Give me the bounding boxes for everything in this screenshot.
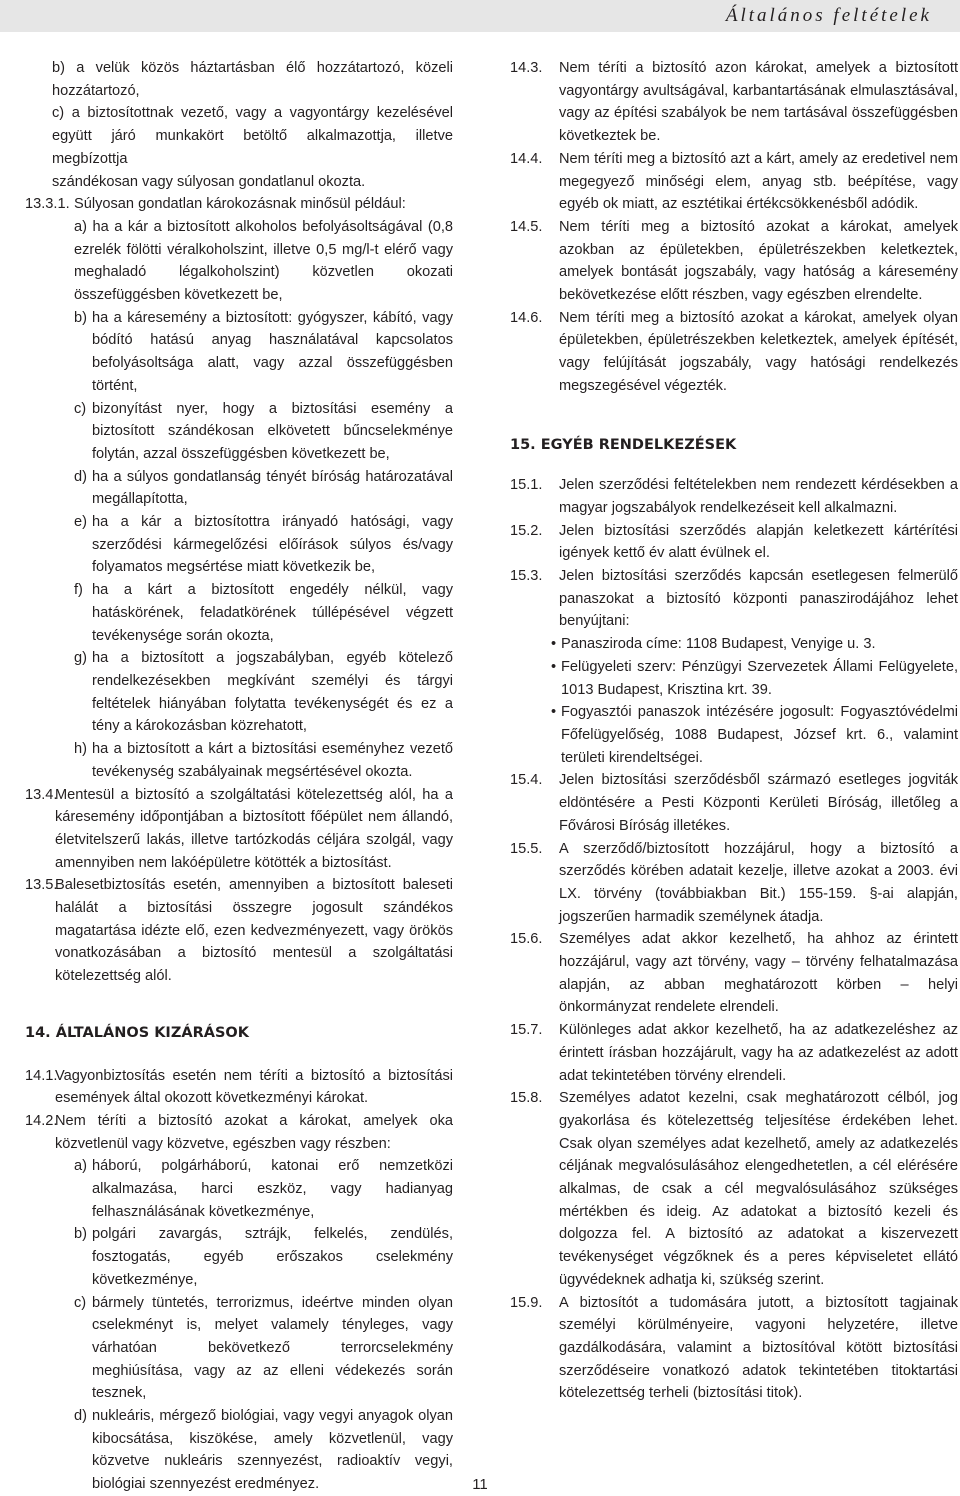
list-item-b	[25, 1223, 453, 1291]
section-15-4	[510, 769, 958, 837]
heading-15: 15. EGYÉB RENDELKEZÉSEK	[510, 436, 737, 453]
item-label: b)	[74, 1226, 87, 1243]
section-text: Balesetbiztosítás esetén, amennyiben a biztosított baleseti halálát a biztosítási összegre jogosult szándékos magatartása idézte elő, ezen kedvezményezett, vagy örökös vonatkozásában a biztosító mentesül a szolgáltatási kötelezettség alól.	[55, 877, 453, 985]
page-number: 11	[472, 1476, 488, 1493]
section-13-3-1-intro	[25, 193, 453, 216]
list-item-c	[25, 1292, 453, 1406]
item-text: ha a kárt a biztosított engedély nélkül, vagy hatáskörének, feladatkörének túllépésével végzett tevékenysége során okozta,	[92, 582, 453, 644]
item-label: a)	[74, 1158, 87, 1175]
list-item-a	[25, 216, 453, 307]
bullet-text: Fogyasztói panaszok intézésére jogosult: Fogyasztóvédelmi Főfelügyelőség, 1088 Budapest, József krt. 6., valamint területi kirendeltségei.	[561, 704, 958, 766]
section-text: Mentesül a biztosító a szolgáltatási kötelezettség alól, ha a káresemény időpontjában a biztosított főépület nem állandó, életvitelszerű lakás, illetve tartózkodás céljára szolgál, vagy amennyiben nem lakóépületre kötötték a biztosítást.	[55, 786, 453, 871]
item-text: bizonyítást nyer, hogy a biztosítási esemény a biztosított szándékosan elkövetett bűncselekménye folytán, azzal összefüggésben következett be,	[92, 400, 453, 462]
section-15-3	[510, 565, 958, 769]
section-14-4	[510, 148, 958, 216]
continued-item-b: b) a velük közös háztartásban élő hozzátartozó, közeli hozzátartozó,	[52, 60, 453, 99]
section-number: 13.4.	[25, 786, 58, 803]
section-number: 13.5.	[25, 877, 58, 894]
section-number: 15.3.	[510, 568, 543, 585]
section-text: A biztosítót a tudomására jutott, a biztosított tagjainak személyi körülményeire, vagyoni helyzetére, illetve gazdálkodására, valamint a biztosítóval kötött biztosítási szerződéseire vonatkozó adatok tekintetében titoktartási kötelezettség terheli (biztosítási titok).	[559, 1294, 958, 1402]
bullet-item	[510, 701, 958, 769]
item-text: ha a kár a biztosított alkoholos befolyásoltságával (0,8 ezrelék fölötti véralkoholszint, illetve 0,5 mg/l-t elérő vagy meghaladó légalkoholszint) közvetlen okozati összefüggésben következett be,	[74, 218, 453, 304]
section-number: 13.3.1.	[25, 196, 70, 213]
section-text: Személyes adatot kezelni, csak meghatározott célból, jog gyakorlása és kötelezettség teljesítése érdekében lehet. Csak olyan személyes adat kezelhető, amely az adatkezelés céljának megvalósulásához elengedhetetlen, a cél elérésére alkalmas, de csak a cél megvalósulásához szükséges mértékben és ideig. Az adatokat a biztosító kezeli és dolgozza fel. A biztosító az adatokat a kiszervezett tevékenységet végzőknek és a peres képviseletet ellátó ügyvédeknek adhatja ki, szükség szerint.	[559, 1090, 958, 1288]
section-text: Jelen biztosítási szerződés alapján keletkezett kártérítési igények kettő év alatt évülnek el.	[559, 522, 958, 562]
section-14-2	[25, 1110, 453, 1496]
section-number: 15.7.	[510, 1022, 543, 1039]
item-text: ha a káresemény a biztosított: gyógyszer, kábító, vagy bódító hatású anyag használatával kapcsolatos befolyásoltsága alatt, vagy azzal összefüggésben történt,	[92, 309, 453, 394]
item-label: h)	[74, 741, 87, 758]
section-text: Személyes adat akkor kezelhető, ha ahhoz az érintett hozzájárul, vagy azt törvény, vagy – törvény felhatalmazása alapján, az abban meghatározott körben – helyi önkormányzat rendelete elrendeli.	[559, 931, 958, 1016]
item-label: d)	[74, 1408, 87, 1425]
header-bar	[0, 0, 960, 32]
section-text: Jelen biztosítási szerződésből származó esetleges jogviták eldöntésére a Pesti Központi Kerületi Bíróság, illetőleg a Fővárosi Bíróság illetékes.	[559, 772, 958, 834]
item-text: ha a biztosított a jogszabályban, egyéb kötelező rendelkezésekben megkívánt személyi és tárgyi feltételek hiányában folytatta tevékenységét és ez a tény a károkozásban közrehatott,	[92, 650, 453, 735]
left-column	[25, 57, 453, 1496]
section-text: Nem téríti meg a biztosító azokat a károkat, amelyek olyan épületekben, épületrészekben keletkeztek, amelyek építését, vagy felújítását jogszabály, vagy hatósági rendelkezés megszegésével végezték.	[559, 309, 958, 394]
section-number: 14.4.	[510, 150, 543, 167]
item-label: c)	[74, 400, 87, 417]
section-number: 15.8.	[510, 1090, 543, 1107]
item-label: d)	[74, 468, 87, 485]
bullet-item	[510, 656, 958, 701]
item-label: f)	[74, 582, 83, 599]
section-13-3-1	[25, 193, 453, 783]
section-number: 14.5.	[510, 218, 543, 235]
section-number: 15.6.	[510, 931, 543, 948]
item-text: ha a biztosított a kárt a biztosítási eseményhez vezető tevékenység szabályainak megsértésével okozta.	[92, 741, 453, 780]
running-header-title: Általános feltételek	[725, 5, 932, 26]
list-item-d	[25, 466, 453, 511]
bullet-icon: •	[551, 704, 557, 721]
section-13-5	[25, 874, 453, 988]
section-14-2-intro	[25, 1110, 453, 1155]
section-number: 14.1.	[25, 1067, 58, 1084]
section-number: 14.2.	[25, 1112, 58, 1129]
item-label: c)	[74, 1294, 87, 1311]
section-text: Nem téríti a biztosító azon károkat, amelyek a biztosított vagyontárgy avultságával, karbantartásának elmulasztásával, vagy az építési szabályok be nem tartásával összefüggésben következtek be.	[559, 60, 958, 145]
section-15-6	[510, 928, 958, 1019]
section-13-4	[25, 784, 453, 875]
item-text: bármely tüntetés, terrorizmus, ideértve minden olyan cselekményt is, melyet valamely tényleges, vagy várhatóan bekövetkező terrorcselekmény meghiúsítása, vagy az az elleni védekezés során tesznek,	[92, 1294, 453, 1402]
section-number: 15.5.	[510, 840, 543, 857]
section-15-3-intro	[510, 565, 958, 633]
section-text: Nem téríti meg a biztosító azokat a károkat, amelyek azokban az épületekben, épületrészekben keletkeztek, amelyek bontását jogszabály, vagy hatóság a káresemény bekövetkezése előtt részben, vagy egészben elrendelte.	[559, 218, 958, 304]
section-number: 15.9.	[510, 1294, 543, 1311]
list-item-g	[25, 647, 453, 738]
section-15-5	[510, 838, 958, 929]
section-14-1	[25, 1065, 453, 1110]
list-item-h	[25, 738, 453, 783]
item-label: e)	[74, 514, 87, 531]
item-text: ha a súlyos gondatlanság tényét bíróság határozatával megállapította,	[92, 468, 453, 508]
continued-tail: szándékosan vagy súlyosan gondatlanul okozta.	[52, 173, 366, 190]
section-15-2	[510, 520, 958, 565]
bullet-item	[510, 633, 958, 656]
item-label: a)	[74, 218, 87, 235]
item-text: nukleáris, mérgező biológiai, vagy vegyi anyagok olyan kibocsátása, kiszökése, amely közvetlenül, vagy közvetve nukleáris szennyezést, radioaktív vegyi, biológiai szennyezést eredményez.	[92, 1408, 453, 1493]
section-text: A szerződő/biztosított hozzájárul, hogy a biztosító a szerződés körében adatait kezelje, illetve azokat a 2003. évi LX. törvény (továbbiakban Bit.) 155-159. §-ai alapján, jogszerűen harmadik személynek átadja.	[559, 840, 958, 925]
bullet-text: Panasziroda címe: 1108 Budapest, Venyige u. 3.	[561, 636, 876, 653]
bullet-text: Felügyeleti szerv: Pénzügyi Szervezetek Állami Felügyelete, 1013 Budapest, Krisztina krt. 39.	[561, 658, 958, 698]
section-14-6	[510, 307, 958, 398]
section-number: 14.6.	[510, 309, 543, 326]
section-text: Nem téríti meg a biztosító azt a kárt, amely az eredetivel nem megegyező minőségi elem, anyag stb. beépítése, vagy egyéb ok miatt, az esztétikai értékcsökkenésből adódik.	[559, 150, 958, 213]
bullet-icon: •	[551, 658, 557, 675]
section-number: 15.2.	[510, 522, 543, 539]
continued-item-c: c) a biztosítottnak vezető, vagy a vagyontárgy kezelésével együtt járó munkakört betöltő alkalmazottja, illetve megbízottja	[52, 105, 453, 167]
item-text: ha a kár a biztosítottra irányadó hatósági, vagy szerződési kármegelőzési előírások súlyos és/vagy folyamatos megsértése miatt következik be,	[92, 514, 453, 576]
heading-14: 14. ÁLTALÁNOS KIZÁRÁSOK	[25, 1024, 249, 1041]
section-number: 14.3.	[510, 60, 543, 76]
list-item-f	[25, 579, 453, 647]
section-text: Vagyonbiztosítás esetén nem téríti a biztosító a biztosítási események által okozott következményi károkat.	[55, 1067, 453, 1107]
section-15-9	[510, 1292, 958, 1406]
list-item-c	[25, 398, 453, 466]
section-text: Jelen szerződési feltételekben nem rendezett kérdésekben a magyar jogszabályok rendelkezéseit kell alkalmazni.	[559, 477, 958, 516]
item-text: háború, polgárháború, katonai erő nemzetközi alkalmazása, harci eszköz, vagy hadianyag felhasználásának következménye,	[92, 1158, 453, 1220]
section-number: 15.4.	[510, 772, 543, 789]
section-intro-text: Nem téríti a biztosító azokat a károkat, amelyek oka közvetlenül vagy közvetve, egészben vagy részben:	[55, 1112, 453, 1152]
section-text: Jelen biztosítási szerződés kapcsán esetlegesen felmerülő panaszokat a biztosító központi panaszirodájához lehet benyújtani:	[559, 568, 958, 630]
section-15-8	[510, 1087, 958, 1291]
item-text: polgári zavargás, sztrájk, felkelés, zendülés, fosztogatás, egyéb erőszakos cselekmény következménye,	[92, 1226, 453, 1288]
section-14-3	[510, 57, 958, 148]
section-intro-text: Súlyosan gondatlan károkozásnak minősül például:	[74, 196, 406, 213]
right-column	[510, 57, 958, 1405]
section-15-1	[510, 474, 958, 519]
section-14-5	[510, 216, 958, 307]
item-label: g)	[74, 650, 87, 667]
list-item-e	[25, 511, 453, 579]
section-15-7	[510, 1019, 958, 1087]
section-text: Különleges adat akkor kezelhető, ha az adatkezeléshez az érintett írásban hozzájárult, vagy ha az adatkezelést az adott adat tekintetében törvény elrendeli.	[559, 1022, 958, 1084]
item-label: b)	[74, 309, 87, 326]
section-number: 15.1.	[510, 477, 543, 494]
bullet-icon: •	[551, 636, 557, 653]
list-item-a	[25, 1155, 453, 1223]
list-item-b	[25, 307, 453, 398]
